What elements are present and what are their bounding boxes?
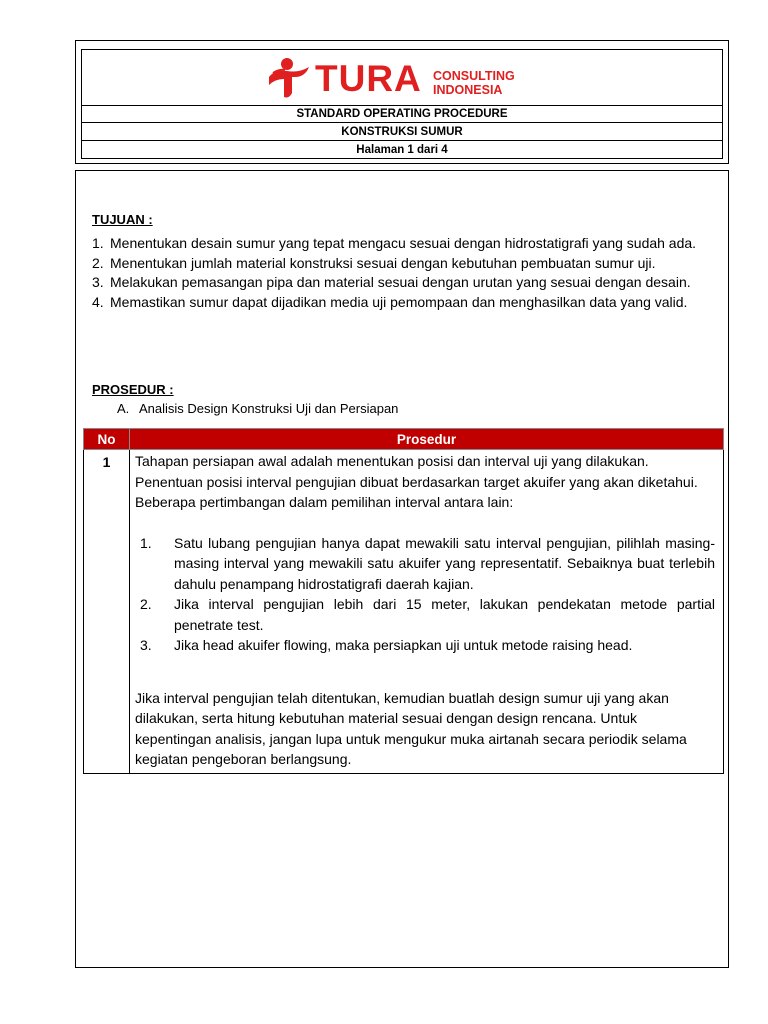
tujuan-item-text: Melakukan pemasangan pipa dan material sesuai dengan urutan yang sesuai dengan desain. [110,274,691,290]
step-number: 2. [140,596,152,612]
prosedur-subsection [117,401,398,416]
table-header-row [84,429,724,450]
step-text: Jika interval pengujian lebih dari 15 meter, lakukan pendekatan metode partial penetrate test. [174,596,715,633]
tujuan-item [92,234,718,254]
tujuan-item-number: 1. [92,235,104,251]
logo-name: TURA [315,58,422,99]
tura-mark-icon [265,55,313,101]
doc-type: STANDARD OPERATING PROCEDURE [82,105,722,123]
tujuan-title: TUJUAN : [92,212,153,227]
row-number: 1 [84,450,130,774]
step-number: 1. [140,534,152,551]
tujuan-item [92,273,718,293]
document-body [75,170,729,968]
subsection-label: A. [117,401,130,416]
logo-sub-line2: INDONESIA [433,83,503,97]
logo-sub-line1: CONSULTING [433,69,515,83]
tujuan-item-number: 3. [92,274,104,290]
col-header-no: No [84,429,130,450]
tujuan-item-text: Memastikan sumur dapat dijadikan media uji pemompaan dan menghasilkan data yang valid. [110,293,688,310]
header-table [81,49,723,159]
document-header [75,40,729,164]
tujuan-list [92,234,718,312]
tujuan-item-text: Menentukan desain sumur yang tepat mengacu sesuai dengan hidrostatigrafi yang sudah ada. [110,235,697,251]
tujuan-item-text: Menentukan jumlah material konstruksi sesuai dengan kebutuhan pembuatan sumur uji. [110,254,656,271]
tujuan-item [92,254,718,274]
tujuan-item-number: 2. [92,254,104,271]
procedure-intro: Tahapan persiapan awal adalah menentukan posisi dan interval uji yang dilakukan. Penentuan posisi interval pengujian dibuat berdasarkan target akuifer yang akan diketahui. Beberapa pertimbangan dalam pemilihan interval antara lain: [135,453,698,510]
tujuan-item-number: 4. [92,293,104,310]
doc-title: KONSTRUKSI SUMUR [82,123,722,141]
company-logo [265,55,535,101]
subsection-title: Analisis Design Konstruksi Uji dan Persiapan [139,401,399,416]
prosedur-title: PROSEDUR : [92,382,174,397]
prosedur-table [83,428,724,774]
step-text: Satu lubang pengujian hanya dapat mewakili satu interval pengujian, pilihlah masing-masing interval yang mewakili satu akuifer yang representatif. Sebaiknya buat terlebih dahulu penampang hidrostatigrafi daerah kajian. [174,534,715,592]
step-text: Jika head akuifer flowing, maka persiapkan uji untuk metode raising head. [174,637,633,653]
procedure-step [140,594,715,635]
table-row [84,450,724,774]
procedure-closing: Jika interval pengujian telah ditentukan, kemudian buatlah design sumur uji yang akan dilakukan, serta hitung kebutuhan material sesuai dengan design rencana. Untuk kepentingan analisis, jangan lupa untuk mengukur muka airtanah secara periodik selama kegiatan pengeboran berlangsung. [135,689,687,767]
procedure-step [140,635,715,656]
row-procedure [130,450,724,774]
logo-subtitle [433,69,515,97]
tujuan-item [92,293,718,313]
page-info: Halaman 1 dari 4 [356,144,448,156]
procedure-step [140,533,715,595]
step-number: 3. [140,637,152,653]
logo-row [82,50,722,106]
col-header-prosedur: Prosedur [130,429,724,450]
